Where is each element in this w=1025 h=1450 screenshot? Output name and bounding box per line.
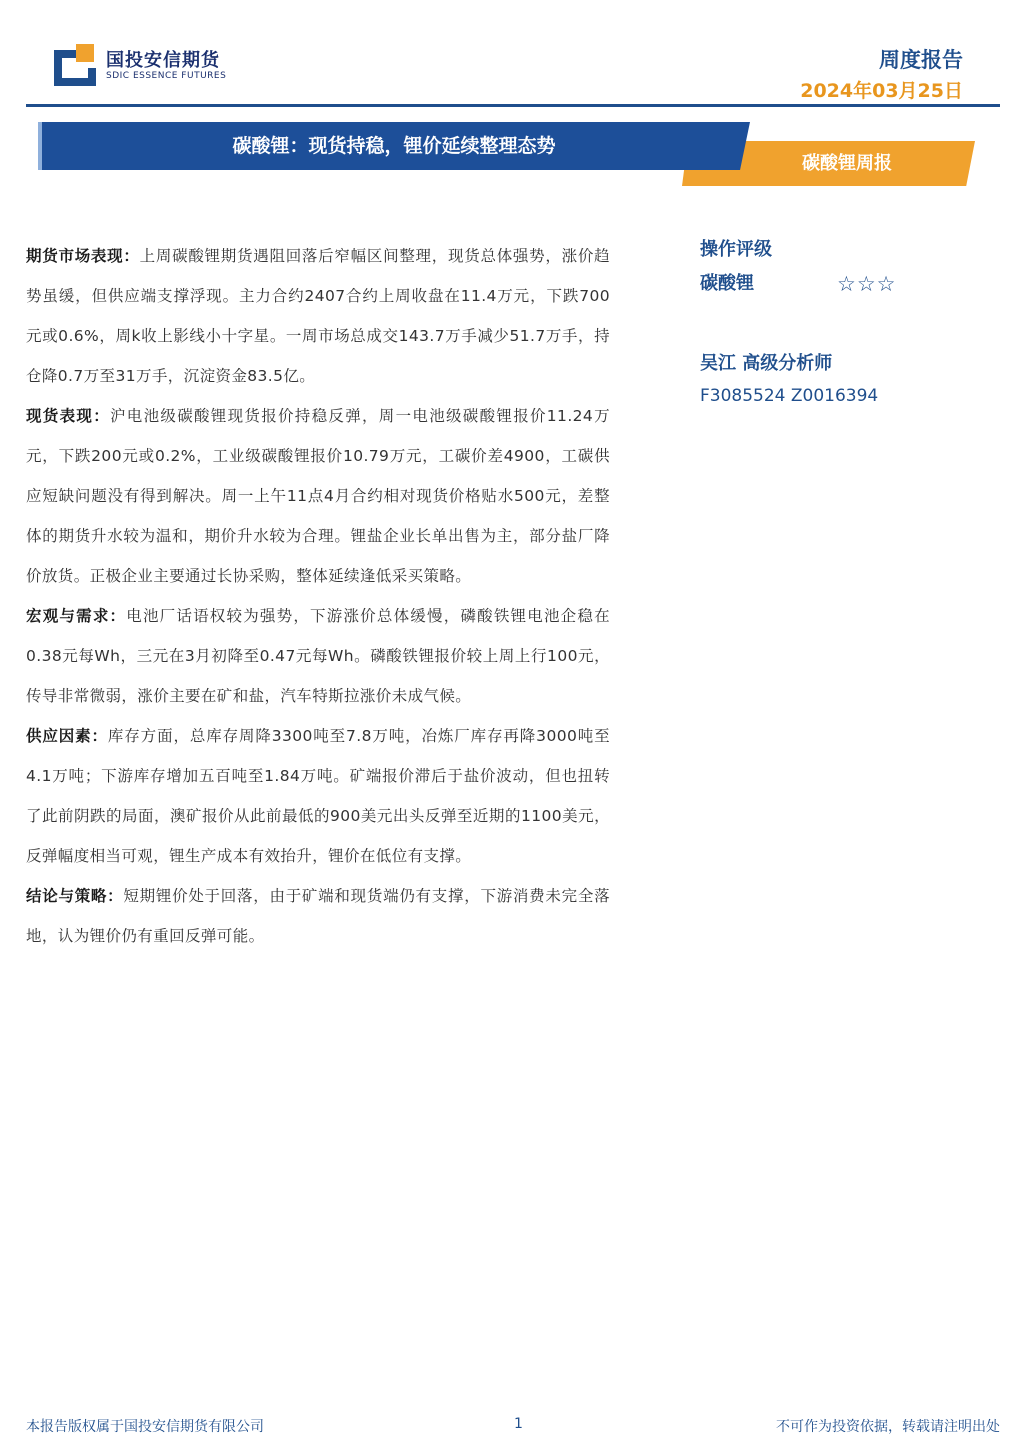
logo-mark-icon xyxy=(52,42,96,86)
side-panel xyxy=(700,233,990,411)
logo-name-en: SDIC ESSENCE FUTURES xyxy=(106,71,227,81)
section-text: 电池厂话语权较为强势，下游涨价总体缓慢，磷酸铁锂电池企稳在0.38元每Wh，三元在3月初降至0.47元每Wh。磷酸铁锂报价较上周上行100元，传导非常微弱，涨价主要在矿和盐，汽车特斯拉涨价未成气候。 xyxy=(26,607,611,705)
company-logo xyxy=(52,42,242,88)
section-label: 结论与策略： xyxy=(26,887,124,905)
page-number: 1 xyxy=(514,1416,523,1432)
section-macro-demand xyxy=(26,596,610,716)
section-label: 期货市场表现： xyxy=(26,247,140,265)
report-body xyxy=(26,236,610,956)
page-footer xyxy=(26,1416,1000,1440)
section-label: 现货表现： xyxy=(26,407,110,425)
report-title: 碳酸锂：现货持稳，锂价延续整理态势 xyxy=(232,135,556,157)
section-text: 沪电池级碳酸锂现货报价持稳反弹，周一电池级碳酸锂报价11.24万元，下跌200元或0.2%，工业级碳酸锂报价10.79万元，工碳价差4900，工碳供应短缺问题没有得到解决。周一上午11点4月合约相对现货价格贴水500元，差整体的期货升水较为温和，期价升水较为合理。锂盐企业长单出售为主，部分盐厂降价放货。正极企业主要通过长协采购，整体延续逢低采买策略。 xyxy=(26,407,610,585)
section-text: 库存方面，总库存周降3300吨至7.8万吨，冶炼厂库存再降3000吨至4.1万吨；下游库存增加五百吨至1.84万吨。矿端报价滞后于盐价波动，但也扭转了此前阴跌的局面，澳矿报价从此前最低的900美元出头反弹至近期的1100美元，反弹幅度相当可观，锂生产成本有效抬升，锂价在低位有支撑。 xyxy=(26,727,610,865)
logo-name-cn: 国投安信期货 xyxy=(106,50,220,71)
section-conclusion xyxy=(26,876,610,956)
header-divider xyxy=(26,104,1000,107)
section-futures-market xyxy=(26,236,610,396)
section-text: 短期锂价处于回落，由于矿端和现货端仍有支撑，下游消费未完全落地，认为锂价仍有重回反弹可能。 xyxy=(26,887,610,945)
report-type: 周度报告 xyxy=(879,48,963,72)
rating-product: 碳酸锂 xyxy=(700,273,754,294)
section-label: 供应因素： xyxy=(26,727,108,745)
section-spot xyxy=(26,396,610,596)
report-date: 2024年03月25日 xyxy=(800,80,963,102)
rating-star-icon: ☆☆☆ xyxy=(837,272,897,296)
category-tag: 碳酸锂周报 xyxy=(802,153,892,174)
rating-row xyxy=(700,267,990,301)
copyright-notice: 本报告版权属于国投安信期货有限公司 xyxy=(26,1419,264,1435)
section-supply xyxy=(26,716,610,876)
rating-heading: 操作评级 xyxy=(700,239,772,260)
analyst-name: 吴江 高级分析师 xyxy=(700,353,833,374)
disclaimer-notice: 不可作为投资依据，转载请注明出处 xyxy=(776,1419,1000,1435)
section-label: 宏观与需求： xyxy=(26,607,127,625)
analyst-license: F3085524 Z0016394 xyxy=(700,386,879,406)
section-text: 上周碳酸锂期货遇阻回落后窄幅区间整理，现货总体强势，涨价趋势虽缓，但供应端支撑浮现。主力合约2407合约上周收盘在11.4万元，下跌700元或0.6%，周k收上影线小十字星。一周市场总成交143.7万手减少51.7万手，持仓降0.7万至31万手，沉淀资金83.5亿。 xyxy=(26,247,610,385)
